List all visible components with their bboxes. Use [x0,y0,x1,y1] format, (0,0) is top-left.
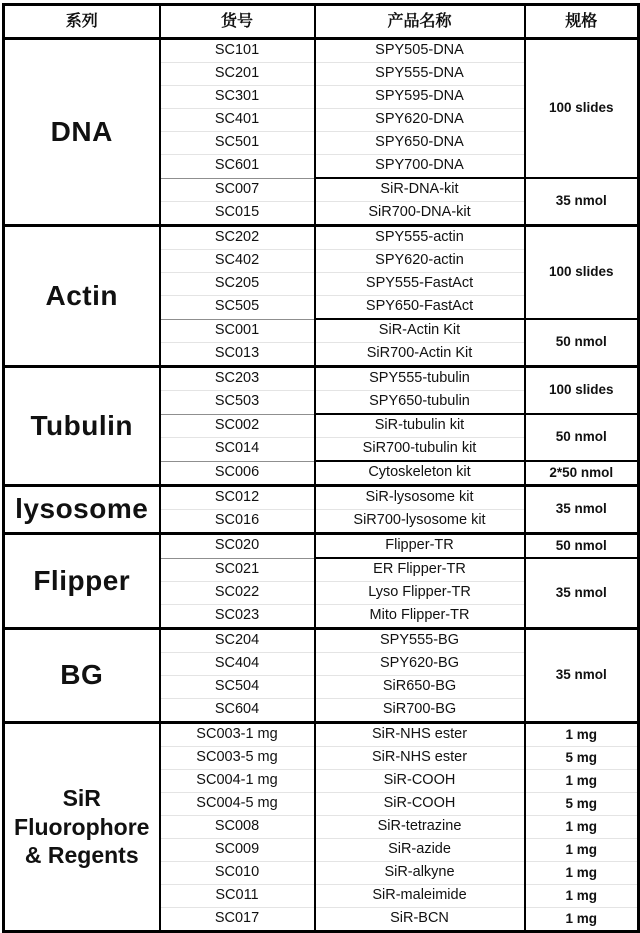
product-name-cell: Mito Flipper-TR [315,605,525,629]
spec-cell: 50 nmol [525,319,639,367]
table-row [4,534,639,559]
catalog-number-cell: SC017 [160,908,315,932]
spec-cell: 1 mg [525,770,639,793]
product-name-cell: SPY555-tubulin [315,367,525,391]
header-row [4,5,639,39]
spec-cell: 35 nmol [525,558,639,629]
product-name-cell: SPY620-actin [315,250,525,273]
table-row [4,629,639,653]
product-catalog-table [2,3,640,933]
product-name-cell: SiR650-BG [315,676,525,699]
product-name-cell: SiR-azide [315,839,525,862]
product-name-cell: SiR-Actin Kit [315,319,525,343]
catalog-number-cell: SC023 [160,605,315,629]
catalog-number-cell: SC012 [160,486,315,510]
catalog-number-cell: SC101 [160,39,315,63]
product-name-cell: SiR-DNA-kit [315,178,525,202]
catalog-number-cell: SC504 [160,676,315,699]
catalog-number-cell: SC003-5 mg [160,747,315,770]
product-name-cell: SPY650-FastAct [315,296,525,320]
catalog-number-cell: SC205 [160,273,315,296]
catalog-number-cell: SC301 [160,86,315,109]
product-name-cell: SiR-alkyne [315,862,525,885]
header-product-name: 产品名称 [315,5,525,39]
product-name-cell: SiR-maleimide [315,885,525,908]
product-name-cell: SiR-NHS ester [315,747,525,770]
product-name-cell: SiR700-lysosome kit [315,510,525,534]
product-name-cell: Lyso Flipper-TR [315,582,525,605]
catalog-number-cell: SC020 [160,534,315,559]
spec-cell: 1 mg [525,908,639,932]
product-name-cell: SiR-tetrazine [315,816,525,839]
catalog-number-cell: SC006 [160,461,315,486]
product-name-cell: SPY555-actin [315,226,525,250]
product-name-cell: SPY650-tubulin [315,391,525,415]
catalog-number-cell: SC021 [160,558,315,582]
spec-cell: 50 nmol [525,414,639,461]
table-row [4,723,639,747]
catalog-number-cell: SC201 [160,63,315,86]
catalog-number-cell: SC011 [160,885,315,908]
product-name-cell: SiR700-BG [315,699,525,723]
spec-cell: 1 mg [525,816,639,839]
catalog-number-cell: SC003-1 mg [160,723,315,747]
header-spec: 规格 [525,5,639,39]
product-name-cell: SiR-COOH [315,770,525,793]
table-header [4,5,639,39]
spec-cell: 2*50 nmol [525,461,639,486]
catalog-number-cell: SC404 [160,653,315,676]
catalog-number-cell: SC002 [160,414,315,438]
catalog-number-cell: SC501 [160,132,315,155]
spec-cell: 1 mg [525,723,639,747]
spec-cell: 50 nmol [525,534,639,559]
product-name-cell: SiR-BCN [315,908,525,932]
spec-cell: 1 mg [525,862,639,885]
catalog-number-cell: SC601 [160,155,315,179]
product-name-cell: SiR700-DNA-kit [315,202,525,226]
series-cell: Tubulin [4,367,160,486]
product-name-cell: SiR-NHS ester [315,723,525,747]
product-name-cell: Flipper-TR [315,534,525,559]
table-row [4,486,639,510]
catalog-number-cell: SC007 [160,178,315,202]
catalog-number-cell: SC015 [160,202,315,226]
catalog-number-cell: SC010 [160,862,315,885]
catalog-number-cell: SC004-5 mg [160,793,315,816]
product-name-cell: SPY700-DNA [315,155,525,179]
catalog-number-cell: SC604 [160,699,315,723]
catalog-number-cell: SC013 [160,343,315,367]
catalog-number-cell: SC503 [160,391,315,415]
catalog-number-cell: SC204 [160,629,315,653]
product-name-cell: SPY650-DNA [315,132,525,155]
catalog-number-cell: SC203 [160,367,315,391]
header-series: 系列 [4,5,160,39]
product-name-cell: SPY555-BG [315,629,525,653]
product-name-cell: Cytoskeleton kit [315,461,525,486]
catalog-number-cell: SC009 [160,839,315,862]
product-name-cell: SiR700-Actin Kit [315,343,525,367]
table-row [4,226,639,250]
spec-cell: 35 nmol [525,629,639,723]
series-cell: BG [4,629,160,723]
spec-cell: 35 nmol [525,486,639,534]
product-name-cell: SPY555-DNA [315,63,525,86]
product-name-cell: SPY555-FastAct [315,273,525,296]
table-row [4,39,639,63]
catalog-number-cell: SC402 [160,250,315,273]
product-name-cell: ER Flipper-TR [315,558,525,582]
catalog-number-cell: SC001 [160,319,315,343]
product-name-cell: SiR-tubulin kit [315,414,525,438]
spec-cell: 100 slides [525,226,639,320]
spec-cell: 5 mg [525,793,639,816]
catalog-number-cell: SC016 [160,510,315,534]
table-body [4,39,639,932]
header-catalog-number: 货号 [160,5,315,39]
spec-cell: 35 nmol [525,178,639,226]
series-cell: Actin [4,226,160,367]
product-name-cell: SiR-COOH [315,793,525,816]
product-name-cell: SPY595-DNA [315,86,525,109]
series-cell: lysosome [4,486,160,534]
spec-cell: 1 mg [525,885,639,908]
spec-cell: 5 mg [525,747,639,770]
table-row [4,367,639,391]
spec-cell: 100 slides [525,39,639,179]
catalog-number-cell: SC014 [160,438,315,462]
catalog-number-cell: SC004-1 mg [160,770,315,793]
catalog-number-cell: SC505 [160,296,315,320]
product-name-cell: SiR-lysosome kit [315,486,525,510]
product-name-cell: SPY620-BG [315,653,525,676]
catalog-number-cell: SC008 [160,816,315,839]
catalog-number-cell: SC022 [160,582,315,605]
spec-cell: 100 slides [525,367,639,415]
product-name-cell: SiR700-tubulin kit [315,438,525,462]
product-name-cell: SPY620-DNA [315,109,525,132]
series-cell: SiR Fluorophore & Regents [4,723,160,932]
catalog-number-cell: SC401 [160,109,315,132]
series-cell: Flipper [4,534,160,629]
product-name-cell: SPY505-DNA [315,39,525,63]
spec-cell: 1 mg [525,839,639,862]
catalog-number-cell: SC202 [160,226,315,250]
series-cell: DNA [4,39,160,226]
